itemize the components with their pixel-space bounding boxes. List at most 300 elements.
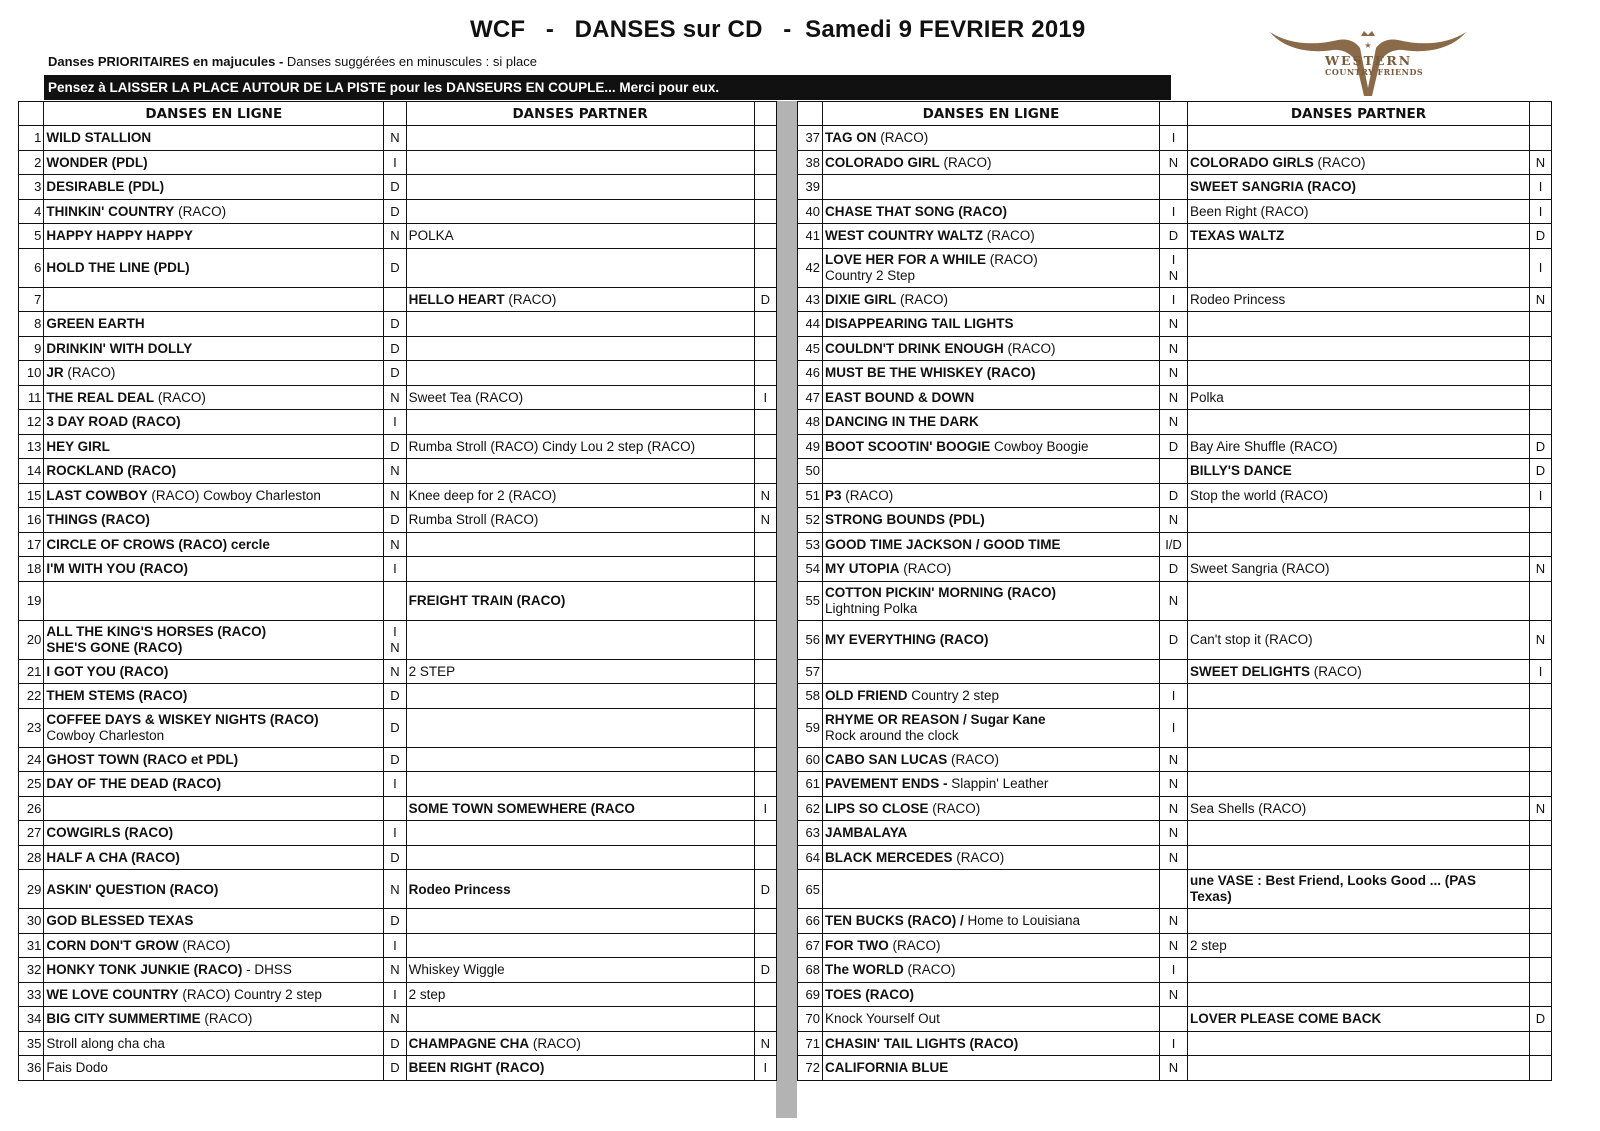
partner-dance-cell: [1188, 1056, 1530, 1081]
partner-dance-cell: [1188, 508, 1530, 533]
dance-name-priority: FREIGHT TRAIN (RACO): [408, 593, 566, 608]
dance-line: [825, 130, 928, 145]
dance-name-suggested: Cowboy Charleston: [46, 727, 165, 743]
dance-line: [409, 512, 539, 527]
partner-dance-cell: [406, 1031, 754, 1056]
partner-dance-cell: [1188, 659, 1530, 684]
row-number: 66: [798, 909, 823, 934]
dance-line: [1190, 873, 1526, 889]
line-dance-cell: [44, 508, 384, 533]
row-number: 54: [798, 557, 823, 582]
partner-dance-cell: [406, 581, 754, 620]
partner-level-code: [754, 224, 776, 249]
table-row: [19, 199, 777, 224]
line-level-code: N: [1160, 933, 1188, 958]
row-number: 6: [19, 248, 44, 287]
line-dance-cell: [44, 684, 384, 709]
line-dance-cell: [44, 224, 384, 249]
dance-line: [46, 962, 292, 977]
page-title: WCF - DANSES sur CD - Samedi 9 FEVRIER 2019: [470, 16, 1086, 43]
dance-table-right: [797, 101, 1552, 1081]
table-row: [798, 410, 1552, 435]
dance-name-priority: MUST BE THE WHISKEY (RACO): [825, 365, 1036, 381]
partner-dance-cell: [1188, 620, 1530, 659]
dance-line: [409, 488, 557, 503]
table-row: [19, 336, 777, 361]
partner-level-code: [754, 312, 776, 337]
partner-level-code: [1530, 772, 1552, 797]
dance-line: [46, 1060, 108, 1075]
partner-dance-cell: [406, 708, 754, 747]
table-row: [19, 958, 777, 983]
dance-line: [825, 728, 1156, 744]
dance-name-priority: DIXIE GIRL: [825, 291, 897, 307]
partner-dance-cell: [406, 385, 754, 410]
level-code: I: [393, 623, 397, 639]
dance-name-suggested: (RACO): [200, 1011, 253, 1027]
partner-dance-cell: [1188, 1007, 1530, 1032]
line-level-code: D: [384, 248, 406, 287]
partner-dance-cell: [406, 434, 754, 459]
partner-dance-cell: [406, 248, 754, 287]
table-row: [19, 659, 777, 684]
dance-name-priority: WEST COUNTRY WALTZ: [825, 228, 983, 244]
line-dance-cell: [823, 150, 1160, 175]
partner-dance-cell: [1188, 410, 1530, 435]
table-row: [798, 459, 1552, 484]
dance-name-priority: RHYME OR REASON / Sugar Kane: [825, 711, 1046, 727]
dance-line: [46, 561, 188, 576]
partner-level-code: [754, 581, 776, 620]
dance-name-suggested: (RACO): [178, 937, 231, 953]
line-dance-cell: [823, 385, 1160, 410]
dance-name-priority: EAST BOUND & DOWN: [825, 389, 975, 405]
dance-name-priority: HOLD THE LINE (PDL): [46, 260, 190, 275]
partner-dance-cell: [1188, 199, 1530, 224]
dance-name-priority: BEEN RIGHT (RACO): [408, 1060, 545, 1076]
partner-dance-cell: [406, 459, 754, 484]
row-number: 59: [798, 708, 823, 747]
dance-line: [1190, 439, 1338, 454]
dance-line: [46, 850, 179, 865]
row-number: 13: [19, 434, 44, 459]
dance-name-suggested: (RACO): [876, 130, 929, 146]
dance-line: [46, 390, 206, 405]
line-level-code: I: [384, 821, 406, 846]
dance-name-priority: HONKY TONK JUNKIE (RACO): [46, 962, 243, 978]
dance-name-suggested: Whiskey Wiggle: [408, 962, 505, 978]
line-dance-cell: [823, 958, 1160, 983]
dance-name-suggested: Knock Yourself Out: [825, 1011, 940, 1027]
table-row: [798, 870, 1552, 909]
dance-line: [825, 252, 1156, 268]
dance-name-priority: LOVER PLEASE COME BACK: [1190, 1011, 1382, 1027]
partner-level-code: [754, 557, 776, 582]
table-row: [19, 287, 777, 312]
header-code-cell: [384, 102, 406, 126]
dance-line: [825, 913, 1080, 928]
table-header-row: [798, 102, 1552, 126]
dance-line: [46, 825, 173, 840]
dance-line: [409, 882, 511, 897]
dance-line: [409, 987, 446, 1002]
dance-name-priority: STRONG BOUNDS (PDL): [825, 512, 985, 528]
line-level-code: D: [384, 312, 406, 337]
dance-name-priority: CORN DON'T GROW: [46, 937, 179, 953]
dance-name-priority: DAY OF THE DEAD (RACO): [46, 776, 222, 792]
partner-dance-cell: [1188, 772, 1530, 797]
dance-name-priority: TAG ON: [825, 130, 877, 146]
table-row: [798, 175, 1552, 200]
partner-level-code: D: [754, 958, 776, 983]
partner-level-code: I: [1530, 175, 1552, 200]
line-level-code: D: [1160, 483, 1188, 508]
dance-name-priority: LOVE HER FOR A WHILE: [825, 251, 986, 267]
partner-level-code: D: [1530, 1007, 1552, 1032]
table-row: [19, 870, 777, 909]
row-number: 36: [19, 1056, 44, 1081]
table-row: [798, 772, 1552, 797]
table-row: [798, 796, 1552, 821]
partner-level-code: I: [1530, 199, 1552, 224]
partner-level-code: [1530, 581, 1552, 620]
partner-level-code: [1530, 1056, 1552, 1081]
partner-level-code: [1530, 532, 1552, 557]
row-number: 43: [798, 287, 823, 312]
partner-dance-cell: [1188, 796, 1530, 821]
dance-line: [409, 1036, 581, 1051]
partner-level-code: [1530, 126, 1552, 151]
partner-level-code: D: [754, 287, 776, 312]
dance-name-priority: SWEET SANGRIA (RACO): [1190, 179, 1356, 195]
dance-name-suggested: (RACO) Country 2 step: [178, 986, 322, 1002]
line-level-code: N: [1160, 410, 1188, 435]
dance-line: [825, 341, 1055, 356]
line-dance-cell: [44, 747, 384, 772]
partner-dance-cell: [1188, 248, 1530, 287]
table-row: [798, 659, 1552, 684]
row-number: 44: [798, 312, 823, 337]
partner-dance-cell: [1188, 150, 1530, 175]
dance-name-suggested: Sea Shells (RACO): [1190, 800, 1307, 816]
dance-line: [46, 776, 221, 791]
partner-level-code: [754, 532, 776, 557]
dance-name-priority: CHASIN' TAIL LIGHTS (RACO): [825, 1035, 1019, 1051]
line-level-code: I: [384, 410, 406, 435]
line-dance-cell: [823, 126, 1160, 151]
dance-line: [1190, 228, 1284, 243]
row-number: 68: [798, 958, 823, 983]
line-dance-cell: [823, 557, 1160, 582]
dance-name-priority: HEY GIRL: [46, 438, 110, 454]
dance-line: [46, 463, 176, 478]
dance-name-priority: TOES (RACO): [825, 986, 915, 1002]
dance-name-priority: GOD BLESSED TEXAS: [46, 913, 194, 929]
row-number: 46: [798, 361, 823, 386]
partner-dance-cell: [406, 336, 754, 361]
row-number: 11: [19, 385, 44, 410]
dance-name-suggested: POLKA: [408, 228, 454, 244]
partner-level-code: D: [1530, 224, 1552, 249]
line-dance-cell: [44, 483, 384, 508]
row-number: 2: [19, 150, 44, 175]
dance-name-suggested: Rock around the clock: [825, 727, 959, 743]
partner-level-code: [754, 684, 776, 709]
line-dance-cell: [823, 1007, 1160, 1032]
row-number: 49: [798, 434, 823, 459]
dance-line: [825, 585, 1156, 601]
table-row: [19, 557, 777, 582]
line-level-code: D: [384, 434, 406, 459]
partner-level-code: [1530, 958, 1552, 983]
table-row: [19, 796, 777, 821]
line-dance-cell: [823, 747, 1160, 772]
dance-name-suggested: - DHSS: [242, 962, 292, 978]
partner-level-code: [1530, 747, 1552, 772]
table-row: [19, 508, 777, 533]
dance-name-suggested: Country 2 Step: [825, 267, 916, 283]
row-number: 65: [798, 870, 823, 909]
table-row: [19, 772, 777, 797]
row-number: 64: [798, 845, 823, 870]
dance-line: [825, 601, 1156, 617]
dance-name-priority: THEM STEMS (RACO): [46, 688, 188, 704]
dance-line: [46, 488, 321, 503]
line-dance-cell: [823, 483, 1160, 508]
table-row: [798, 1031, 1552, 1056]
dance-line: [825, 204, 1007, 219]
table-row: [19, 361, 777, 386]
line-level-code: N: [384, 532, 406, 557]
header-danses-partner: DANSES PARTNER: [1188, 102, 1530, 126]
partner-level-code: I: [1530, 248, 1552, 287]
table-row: [19, 581, 777, 620]
table-row: [19, 933, 777, 958]
dance-name-suggested: (RACO): [174, 203, 227, 219]
dance-name-priority: The WORLD: [825, 962, 904, 978]
line-dance-cell: [44, 1031, 384, 1056]
dance-name-suggested: Knee deep for 2 (RACO): [408, 487, 557, 503]
row-number: 48: [798, 410, 823, 435]
dance-line: [409, 292, 557, 307]
column-separator: [776, 101, 797, 1118]
partner-level-code: [754, 659, 776, 684]
table-row: [798, 312, 1552, 337]
partner-dance-cell: [1188, 870, 1530, 909]
table-row: [19, 1007, 777, 1032]
row-number: 7: [19, 287, 44, 312]
dance-name-suggested: Lightning Polka: [825, 600, 918, 616]
dance-line: [46, 752, 238, 767]
dance-line: [825, 632, 989, 647]
dance-name-priority: HAPPY HAPPY HAPPY: [46, 228, 193, 244]
partner-dance-cell: [1188, 459, 1530, 484]
line-dance-cell: [44, 312, 384, 337]
line-level-code: I: [384, 982, 406, 1007]
line-dance-cell: [44, 532, 384, 557]
line-level-code: N: [1160, 312, 1188, 337]
partner-dance-cell: [406, 620, 754, 659]
subtitle: [48, 54, 537, 69]
row-number: 63: [798, 821, 823, 846]
partner-level-code: D: [1530, 459, 1552, 484]
table-row: [798, 821, 1552, 846]
row-number: 40: [798, 199, 823, 224]
table-row: [798, 150, 1552, 175]
dance-name-suggested: Sweet Sangria (RACO): [1190, 561, 1330, 577]
dance-name-suggested: (RACO): [983, 228, 1035, 244]
dance-name-suggested: (RACO): [1003, 340, 1056, 356]
partner-dance-cell: [1188, 909, 1530, 934]
line-level-code: N: [1160, 361, 1188, 386]
dance-line: [46, 316, 144, 331]
line-dance-cell: [823, 312, 1160, 337]
line-level-code: [384, 287, 406, 312]
couple-dancers-banner: Pensez à LAISSER LA PLACE AUTOUR DE LA PISTE pour les DANSEURS EN COUPLE... Merci pour eux.: [44, 75, 1171, 100]
partner-dance-cell: [406, 958, 754, 983]
line-dance-cell: [44, 845, 384, 870]
table-row: [798, 684, 1552, 709]
partner-dance-cell: [1188, 982, 1530, 1007]
line-dance-cell: [44, 410, 384, 435]
line-level-code: [1160, 175, 1188, 200]
line-level-code: D: [384, 684, 406, 709]
line-level-code: I: [384, 150, 406, 175]
partner-level-code: D: [754, 870, 776, 909]
partner-dance-cell: [406, 870, 754, 909]
dance-name-suggested: 2 step: [408, 986, 446, 1002]
dance-name-suggested: Cowboy Boogie: [990, 438, 1089, 454]
line-dance-cell: [44, 909, 384, 934]
dance-name-suggested: Been Right (RACO): [1190, 203, 1309, 219]
subtitle-suggested: Danses suggérées en minuscules : si place: [286, 54, 537, 69]
partner-dance-cell: [1188, 821, 1530, 846]
dance-name-suggested: (RACO): [928, 800, 981, 816]
dance-name-suggested: Polka: [1190, 389, 1224, 405]
dance-name-priority: GHOST TOWN (RACO et PDL): [46, 751, 239, 767]
header-danses-partner: DANSES PARTNER: [406, 102, 754, 126]
dance-name-priority: GREEN EARTH: [46, 316, 145, 332]
dance-name-priority: COFFEE DAYS & WISKEY NIGHTS (RACO): [46, 711, 319, 727]
dance-line: [825, 776, 1048, 791]
dance-line: [409, 593, 566, 608]
dance-name-suggested: 2 STEP: [408, 663, 456, 679]
dance-line: [409, 390, 524, 405]
partner-dance-cell: [1188, 708, 1530, 747]
line-dance-cell: [44, 287, 384, 312]
dance-name-suggested: Stop the world (RACO): [1190, 487, 1329, 503]
dance-line: [825, 987, 914, 1002]
row-number: 61: [798, 772, 823, 797]
dance-line: [46, 624, 380, 640]
dance-name-priority: BIG CITY SUMMERTIME: [46, 1011, 201, 1027]
dance-name-priority: OLD FRIEND: [825, 688, 908, 704]
partner-level-code: [754, 150, 776, 175]
line-level-code: D: [384, 1031, 406, 1056]
line-level-code: I: [384, 557, 406, 582]
table-row: [19, 248, 777, 287]
table-row: [19, 483, 777, 508]
dance-name-priority: I GOT YOU (RACO): [46, 663, 169, 679]
dance-name-priority: DESIRABLE (PDL): [46, 179, 165, 195]
partner-level-code: I: [754, 796, 776, 821]
line-dance-cell: [823, 410, 1160, 435]
partner-dance-cell: [1188, 126, 1530, 151]
dance-line: [825, 268, 1156, 284]
table-row: [19, 532, 777, 557]
line-dance-cell: [823, 796, 1160, 821]
dance-line: [409, 664, 456, 679]
line-level-code: I: [1160, 708, 1188, 747]
row-number: 19: [19, 581, 44, 620]
dance-line: [825, 365, 1036, 380]
line-dance-cell: [823, 659, 1160, 684]
partner-level-code: [754, 620, 776, 659]
row-number: 21: [19, 659, 44, 684]
dance-name-suggested: (RACO): [888, 937, 941, 953]
line-level-code: D: [384, 1056, 406, 1081]
row-number: 67: [798, 933, 823, 958]
dance-name-suggested: Home to Louisiana: [963, 913, 1081, 929]
dance-name-priority: COLORADO GIRL: [825, 154, 940, 170]
dance-line: [46, 728, 380, 744]
dance-name-priority: BILLY'S DANCE: [1190, 463, 1292, 479]
dance-line: [825, 938, 941, 953]
line-dance-cell: [44, 126, 384, 151]
partner-dance-cell: [406, 684, 754, 709]
partner-level-code: [754, 845, 776, 870]
line-dance-cell: [44, 248, 384, 287]
line-level-code: D: [1160, 434, 1188, 459]
dance-name-priority: PAVEMENT ENDS -: [825, 776, 948, 792]
row-number: 47: [798, 385, 823, 410]
dance-line: [1190, 488, 1328, 503]
table-row: [798, 336, 1552, 361]
row-number: 37: [798, 126, 823, 151]
svg-text:★: ★: [1364, 41, 1372, 50]
table-row: [19, 150, 777, 175]
dance-name-priority: SOME TOWN SOMEWHERE (RACO: [408, 800, 635, 816]
dance-name-priority: LAST COWBOY: [46, 487, 148, 503]
line-level-code: N: [384, 1007, 406, 1032]
partner-level-code: [754, 1007, 776, 1032]
partner-dance-cell: [1188, 361, 1530, 386]
line-level-code: I/D: [1160, 532, 1188, 557]
row-number: 15: [19, 483, 44, 508]
line-level-code: N: [1160, 772, 1188, 797]
line-dance-cell: [44, 708, 384, 747]
row-number: 51: [798, 483, 823, 508]
dance-line: [46, 341, 192, 356]
dance-name-priority: TEN BUCKS (RACO) /: [825, 913, 964, 929]
line-level-code: [384, 796, 406, 821]
row-number: 33: [19, 982, 44, 1007]
dance-name-priority: SWEET DELIGHTS: [1190, 663, 1311, 679]
line-level-code: [384, 581, 406, 620]
dance-line: [1190, 889, 1526, 905]
line-dance-cell: [823, 933, 1160, 958]
line-dance-cell: [823, 982, 1160, 1007]
dance-line: [46, 987, 322, 1002]
dance-name-priority: CHASE THAT SONG (RACO): [825, 203, 1007, 219]
line-dance-cell: [823, 684, 1160, 709]
partner-dance-cell: [406, 796, 754, 821]
table-row: [19, 1031, 777, 1056]
line-level-code: N: [1160, 1056, 1188, 1081]
dance-name-suggested: Rodeo Princess: [1190, 291, 1286, 307]
line-level-code: I: [1160, 287, 1188, 312]
line-dance-cell: [44, 1056, 384, 1081]
